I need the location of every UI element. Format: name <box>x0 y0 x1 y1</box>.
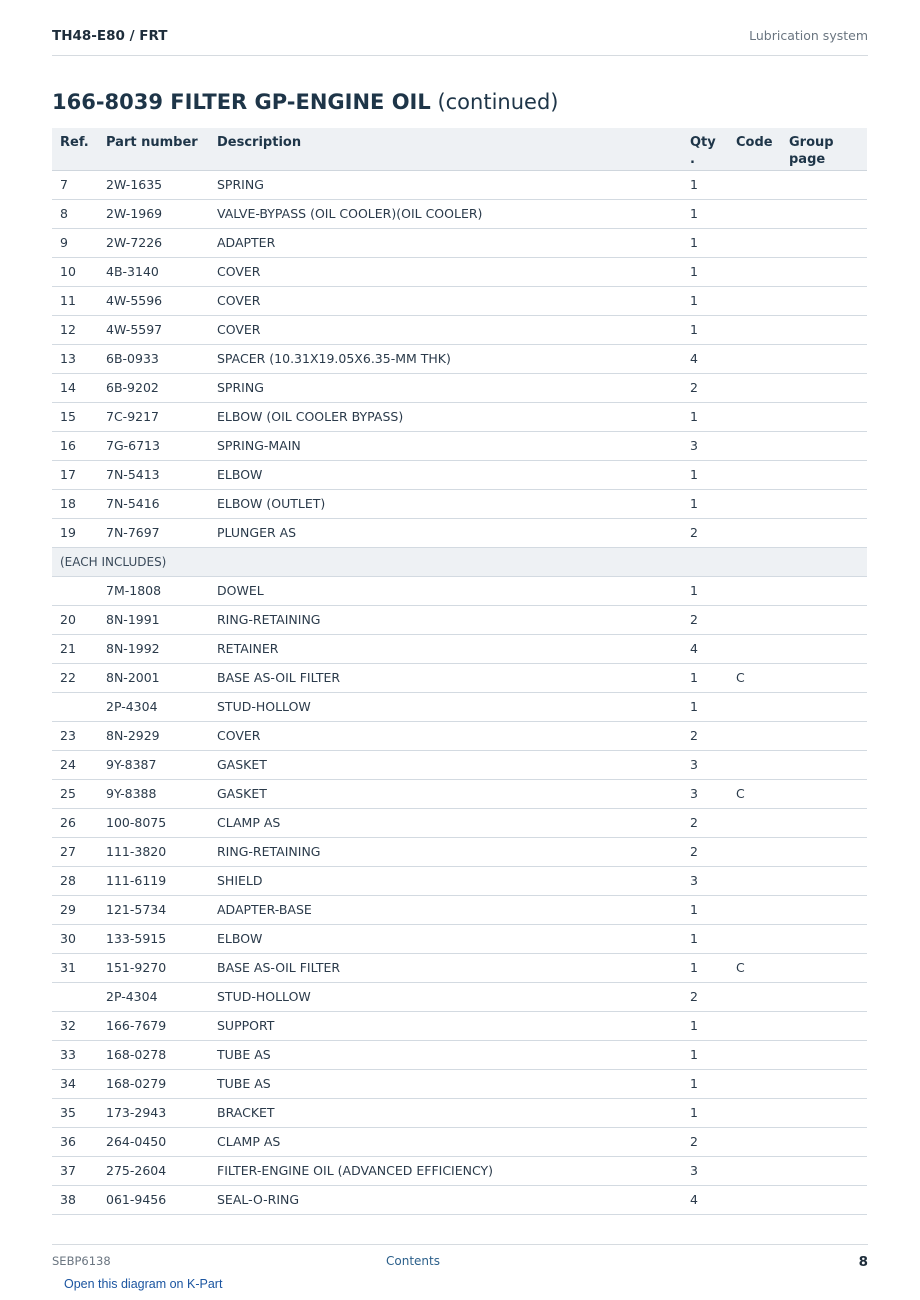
cell-part-number: 7M-1808 <box>98 576 209 605</box>
page-title-main: 166-8039 FILTER GP-ENGINE OIL <box>52 90 431 114</box>
cell-part-number: 9Y-8387 <box>98 750 209 779</box>
table-row <box>52 663 867 692</box>
cell-ref <box>52 692 98 721</box>
table-row <box>52 228 867 257</box>
cell-ref <box>52 576 98 605</box>
cell-part-number: 121-5734 <box>98 895 209 924</box>
cell-qty: 1 <box>682 1069 728 1098</box>
table-row <box>52 1156 867 1185</box>
cell-group-page <box>781 750 867 779</box>
cell-qty: 4 <box>682 1185 728 1214</box>
col-header-group-page: Group page <box>781 128 867 170</box>
cell-code <box>728 373 781 402</box>
table-row <box>52 373 867 402</box>
cell-code <box>728 199 781 228</box>
cell-qty: 2 <box>682 721 728 750</box>
cell-code <box>728 1098 781 1127</box>
col-header-part-number: Part number <box>98 128 209 170</box>
cell-group-page <box>781 721 867 750</box>
cell-part-number: 2P-4304 <box>98 982 209 1011</box>
cell-description: BASE AS-OIL FILTER <box>209 953 682 982</box>
cell-ref: 27 <box>52 837 98 866</box>
cell-ref: 7 <box>52 170 98 199</box>
table-row <box>52 1069 867 1098</box>
cell-group-page <box>781 837 867 866</box>
cell-code <box>728 170 781 199</box>
page-header <box>52 28 868 56</box>
cell-code <box>728 1040 781 1069</box>
cell-group-page <box>781 605 867 634</box>
cell-qty: 2 <box>682 373 728 402</box>
cell-part-number: 8N-1992 <box>98 634 209 663</box>
col-header-code: Code <box>728 128 781 170</box>
col-header-qty: Qty . <box>682 128 728 170</box>
cell-qty: 1 <box>682 170 728 199</box>
table-row <box>52 257 867 286</box>
cell-group-page <box>781 344 867 373</box>
table-row <box>52 344 867 373</box>
cell-qty: 2 <box>682 605 728 634</box>
cell-code <box>728 924 781 953</box>
cell-group-page <box>781 402 867 431</box>
cell-description: PLUNGER AS <box>209 518 682 547</box>
cell-code: C <box>728 953 781 982</box>
cell-qty: 2 <box>682 837 728 866</box>
cell-part-number: 7N-5413 <box>98 460 209 489</box>
cell-group-page <box>781 228 867 257</box>
cell-ref: 30 <box>52 924 98 953</box>
cell-qty: 3 <box>682 1156 728 1185</box>
cell-description: SPACER (10.31X19.05X6.35-MM THK) <box>209 344 682 373</box>
cell-ref: 34 <box>52 1069 98 1098</box>
cell-ref: 26 <box>52 808 98 837</box>
cell-ref: 37 <box>52 1156 98 1185</box>
table-row <box>52 1098 867 1127</box>
cell-group-page <box>781 576 867 605</box>
cell-qty: 1 <box>682 489 728 518</box>
cell-part-number: 061-9456 <box>98 1185 209 1214</box>
cell-group-page <box>781 373 867 402</box>
cell-description: SHIELD <box>209 866 682 895</box>
cell-description: TUBE AS <box>209 1040 682 1069</box>
page-title-suffix: (continued) <box>437 90 559 114</box>
cell-qty: 1 <box>682 257 728 286</box>
cell-part-number: 2W-1969 <box>98 199 209 228</box>
cell-qty: 1 <box>682 228 728 257</box>
cell-description: SPRING-MAIN <box>209 431 682 460</box>
cell-part-number: 7G-6713 <box>98 431 209 460</box>
cell-ref: 23 <box>52 721 98 750</box>
cell-qty: 1 <box>682 286 728 315</box>
cell-description: CLAMP AS <box>209 1127 682 1156</box>
table-row <box>52 982 867 1011</box>
table-row <box>52 431 867 460</box>
cell-description: ELBOW <box>209 460 682 489</box>
table-row <box>52 634 867 663</box>
cell-code <box>728 634 781 663</box>
cell-description: ADAPTER <box>209 228 682 257</box>
cell-part-number: 4B-3140 <box>98 257 209 286</box>
cell-group-page <box>781 199 867 228</box>
cell-qty: 1 <box>682 692 728 721</box>
cell-part-number: 7C-9217 <box>98 402 209 431</box>
cell-description: ELBOW (OIL COOLER BYPASS) <box>209 402 682 431</box>
cell-description: STUD-HOLLOW <box>209 982 682 1011</box>
cell-part-number: 9Y-8388 <box>98 779 209 808</box>
cell-description: CLAMP AS <box>209 808 682 837</box>
cell-qty: 1 <box>682 924 728 953</box>
cell-qty: 4 <box>682 344 728 373</box>
cell-description: COVER <box>209 257 682 286</box>
table-row <box>52 1011 867 1040</box>
cell-group-page <box>781 170 867 199</box>
cell-part-number: 7N-7697 <box>98 518 209 547</box>
cell-qty: 1 <box>682 199 728 228</box>
cell-ref: 36 <box>52 1127 98 1156</box>
cell-code <box>728 692 781 721</box>
cell-ref: 9 <box>52 228 98 257</box>
cell-group-page <box>781 1011 867 1040</box>
parts-table <box>52 128 867 1215</box>
cell-code <box>728 1069 781 1098</box>
cell-ref: 29 <box>52 895 98 924</box>
cell-ref: 10 <box>52 257 98 286</box>
cell-code <box>728 489 781 518</box>
cell-group-page <box>781 1185 867 1214</box>
cell-description: SPRING <box>209 373 682 402</box>
cell-ref: 33 <box>52 1040 98 1069</box>
cell-code <box>728 1185 781 1214</box>
cell-description: COVER <box>209 721 682 750</box>
cell-qty: 3 <box>682 750 728 779</box>
cell-part-number: 8N-2929 <box>98 721 209 750</box>
table-row <box>52 518 867 547</box>
cell-qty: 1 <box>682 663 728 692</box>
cell-part-number: 6B-0933 <box>98 344 209 373</box>
cell-code <box>728 1011 781 1040</box>
cell-code <box>728 576 781 605</box>
section-label: Lubrication system <box>749 28 868 43</box>
cell-description: ELBOW (OUTLET) <box>209 489 682 518</box>
cell-ref <box>52 982 98 1011</box>
cell-code <box>728 431 781 460</box>
cell-qty: 3 <box>682 779 728 808</box>
cell-part-number: 2W-7226 <box>98 228 209 257</box>
cell-part-number: 2P-4304 <box>98 692 209 721</box>
cell-part-number: 2W-1635 <box>98 170 209 199</box>
cell-qty: 1 <box>682 895 728 924</box>
cell-ref: 22 <box>52 663 98 692</box>
cell-code <box>728 460 781 489</box>
cell-group-page <box>781 779 867 808</box>
cell-group-page <box>781 518 867 547</box>
cell-code <box>728 257 781 286</box>
cell-qty: 1 <box>682 953 728 982</box>
cell-part-number: 168-0278 <box>98 1040 209 1069</box>
cell-code <box>728 1156 781 1185</box>
cell-code <box>728 1127 781 1156</box>
cell-part-number: 275-2604 <box>98 1156 209 1185</box>
cell-code: C <box>728 779 781 808</box>
cell-part-number: 151-9270 <box>98 953 209 982</box>
cell-group-page <box>781 953 867 982</box>
cell-description: GASKET <box>209 750 682 779</box>
cell-ref: 32 <box>52 1011 98 1040</box>
cell-description: COVER <box>209 286 682 315</box>
cell-code <box>728 837 781 866</box>
table-row <box>52 837 867 866</box>
cell-part-number: 4W-5596 <box>98 286 209 315</box>
cell-description: GASKET <box>209 779 682 808</box>
parts-table-header <box>52 128 867 170</box>
table-row <box>52 808 867 837</box>
cell-ref: 15 <box>52 402 98 431</box>
note-cell: (EACH INCLUDES) <box>52 547 867 576</box>
cell-ref: 21 <box>52 634 98 663</box>
cell-description: STUD-HOLLOW <box>209 692 682 721</box>
cell-ref: 18 <box>52 489 98 518</box>
cell-part-number: 264-0450 <box>98 1127 209 1156</box>
cell-part-number: 173-2943 <box>98 1098 209 1127</box>
cell-ref: 13 <box>52 344 98 373</box>
cell-qty: 1 <box>682 402 728 431</box>
cell-group-page <box>781 663 867 692</box>
table-row <box>52 750 867 779</box>
cell-qty: 2 <box>682 518 728 547</box>
cell-part-number: 8N-2001 <box>98 663 209 692</box>
cell-group-page <box>781 982 867 1011</box>
cell-description: RING-RETAINING <box>209 837 682 866</box>
cell-group-page <box>781 1156 867 1185</box>
cell-ref: 16 <box>52 431 98 460</box>
cell-group-page <box>781 808 867 837</box>
cell-group-page <box>781 431 867 460</box>
cell-code <box>728 315 781 344</box>
table-row <box>52 721 867 750</box>
cell-qty: 1 <box>682 576 728 605</box>
page-title <box>52 90 558 114</box>
contents-link[interactable]: Contents <box>386 1254 440 1268</box>
cell-part-number: 111-6119 <box>98 866 209 895</box>
table-row <box>52 924 867 953</box>
table-row <box>52 1040 867 1069</box>
cell-code <box>728 982 781 1011</box>
table-row <box>52 489 867 518</box>
cell-group-page <box>781 866 867 895</box>
kpart-diagram-link[interactable]: Open this diagram on K-Part <box>64 1277 223 1291</box>
cell-qty: 3 <box>682 866 728 895</box>
cell-part-number: 166-7679 <box>98 1011 209 1040</box>
cell-part-number: 168-0279 <box>98 1069 209 1098</box>
cell-qty: 2 <box>682 808 728 837</box>
cell-part-number: 133-5915 <box>98 924 209 953</box>
cell-qty: 4 <box>682 634 728 663</box>
cell-code <box>728 518 781 547</box>
cell-ref: 11 <box>52 286 98 315</box>
cell-description: ADAPTER-BASE <box>209 895 682 924</box>
cell-code <box>728 721 781 750</box>
cell-group-page <box>781 257 867 286</box>
cell-description: VALVE-BYPASS (OIL COOLER)(OIL COOLER) <box>209 199 682 228</box>
cell-ref: 28 <box>52 866 98 895</box>
cell-ref: 24 <box>52 750 98 779</box>
table-row <box>52 286 867 315</box>
cell-group-page <box>781 924 867 953</box>
cell-group-page <box>781 489 867 518</box>
cell-part-number: 111-3820 <box>98 837 209 866</box>
cell-qty: 3 <box>682 431 728 460</box>
parts-table-body <box>52 170 867 1214</box>
cell-qty: 1 <box>682 1098 728 1127</box>
col-header-description: Description <box>209 128 682 170</box>
table-row <box>52 460 867 489</box>
cell-part-number: 100-8075 <box>98 808 209 837</box>
header-row <box>52 128 867 170</box>
cell-code: C <box>728 663 781 692</box>
cell-part-number: 6B-9202 <box>98 373 209 402</box>
cell-description: DOWEL <box>209 576 682 605</box>
cell-ref: 19 <box>52 518 98 547</box>
cell-qty: 1 <box>682 315 728 344</box>
cell-description: FILTER-ENGINE OIL (ADVANCED EFFICIENCY) <box>209 1156 682 1185</box>
table-note-row <box>52 547 867 576</box>
cell-group-page <box>781 1127 867 1156</box>
cell-description: RING-RETAINING <box>209 605 682 634</box>
cell-group-page <box>781 1040 867 1069</box>
cell-group-page <box>781 286 867 315</box>
table-row <box>52 199 867 228</box>
cell-ref: 20 <box>52 605 98 634</box>
cell-code <box>728 750 781 779</box>
cell-code <box>728 605 781 634</box>
cell-description: ELBOW <box>209 924 682 953</box>
cell-group-page <box>781 634 867 663</box>
cell-ref: 31 <box>52 953 98 982</box>
cell-description: COVER <box>209 315 682 344</box>
cell-ref: 14 <box>52 373 98 402</box>
cell-group-page <box>781 315 867 344</box>
table-row <box>52 779 867 808</box>
cell-description: BASE AS-OIL FILTER <box>209 663 682 692</box>
cell-part-number: 4W-5597 <box>98 315 209 344</box>
cell-code <box>728 344 781 373</box>
document-id: SEBP6138 <box>52 1254 111 1268</box>
cell-ref: 17 <box>52 460 98 489</box>
table-row <box>52 895 867 924</box>
cell-group-page <box>781 1069 867 1098</box>
table-row <box>52 402 867 431</box>
cell-group-page <box>781 1098 867 1127</box>
cell-qty: 2 <box>682 1127 728 1156</box>
cell-description: SEAL-O-RING <box>209 1185 682 1214</box>
table-row <box>52 576 867 605</box>
cell-code <box>728 866 781 895</box>
cell-ref: 25 <box>52 779 98 808</box>
cell-code <box>728 402 781 431</box>
cell-description: SUPPORT <box>209 1011 682 1040</box>
cell-group-page <box>781 895 867 924</box>
page-number: 8 <box>858 1254 868 1270</box>
cell-ref: 38 <box>52 1185 98 1214</box>
col-header-ref: Ref. <box>52 128 98 170</box>
table-row <box>52 1185 867 1214</box>
cell-code <box>728 808 781 837</box>
model-label: TH48-E80 / FRT <box>52 28 168 44</box>
table-row <box>52 170 867 199</box>
cell-code <box>728 895 781 924</box>
page-footer <box>52 1244 868 1275</box>
cell-description: TUBE AS <box>209 1069 682 1098</box>
table-row <box>52 1127 867 1156</box>
cell-description: BRACKET <box>209 1098 682 1127</box>
cell-part-number: 8N-1991 <box>98 605 209 634</box>
cell-part-number: 7N-5416 <box>98 489 209 518</box>
table-row <box>52 692 867 721</box>
cell-code <box>728 228 781 257</box>
cell-qty: 1 <box>682 1040 728 1069</box>
table-row <box>52 866 867 895</box>
table-row <box>52 605 867 634</box>
cell-qty: 2 <box>682 982 728 1011</box>
table-row <box>52 315 867 344</box>
cell-description: SPRING <box>209 170 682 199</box>
cell-ref: 12 <box>52 315 98 344</box>
table-row <box>52 953 867 982</box>
cell-group-page <box>781 460 867 489</box>
cell-ref: 8 <box>52 199 98 228</box>
cell-group-page <box>781 692 867 721</box>
cell-ref: 35 <box>52 1098 98 1127</box>
cell-qty: 1 <box>682 460 728 489</box>
cell-code <box>728 286 781 315</box>
cell-qty: 1 <box>682 1011 728 1040</box>
cell-description: RETAINER <box>209 634 682 663</box>
